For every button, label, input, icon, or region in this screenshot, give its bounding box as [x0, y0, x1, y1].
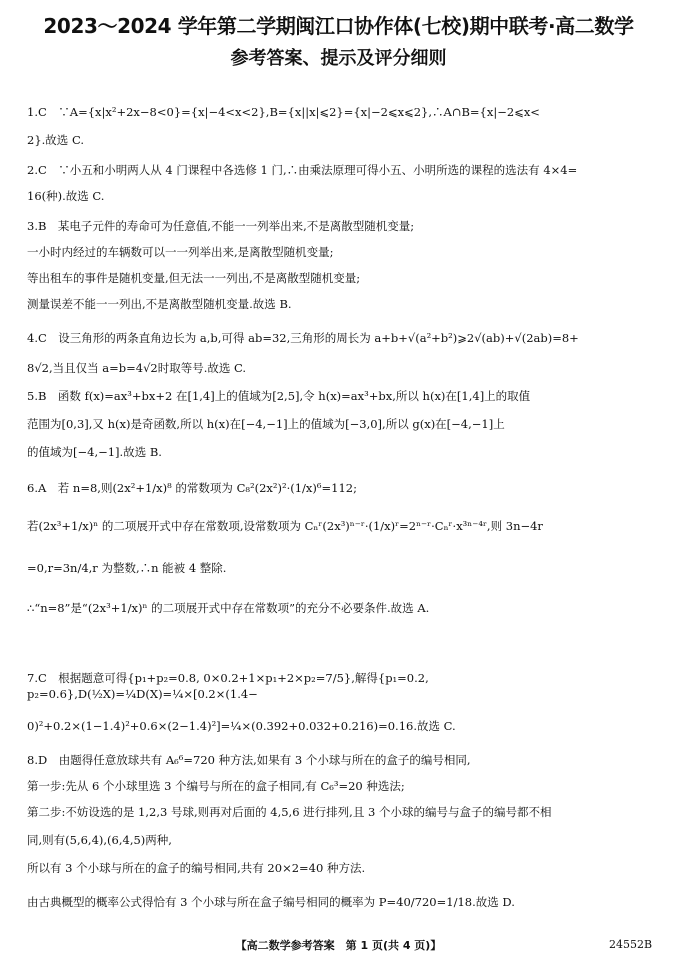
answer-3-line-3: 等出租车的事件是随机变量,但无法一一列出,不是离散型随机变量; [27, 271, 361, 285]
answer-6-line-1: 6.A 若 n=8,则(2x²+1/x)⁸ 的常数项为 C₈²(2x²)²·(1/x)⁶=112; [27, 481, 357, 495]
page-title: 2023～2024 学年第二学期闽江口协作体(七校)期中联考·高二数学 [43, 14, 634, 38]
answer-8-line-3: 第二步:不妨设选的是 1,2,3 号球,则再对后面的 4,5,6 进行排列,且 3 个小球的编号与盒子的编号都不相 [27, 805, 552, 819]
answer-8-line-4: 同,则有(5,6,4),(6,4,5)两种, [27, 833, 172, 847]
answer-5-line-2: 范围为[0,3],又 h(x)是奇函数,所以 h(x)在[−4,−1]上的值域为[−3,0],所以 g(x)在[−4,−1]上 [27, 417, 505, 431]
answer-4-line-1: 4.C 设三角形的两条直角边长为 a,b,可得 ab=32,三角形的周长为 a+b+√(a²+b²)⩾2√(ab)+√(2ab)=8+ [27, 331, 579, 345]
answer-6-line-3: =0,r=3n/4,r 为整数,∴n 能被 4 整除. [27, 561, 227, 575]
answer-2-line-2: 16(种).故选 C. [27, 189, 105, 203]
answer-5-line-3: 的值域为[−4,−1].故选 B. [27, 445, 162, 459]
answer-8-line-5: 所以有 3 个小球与所在的盒子的编号相同,共有 20×2=40 种方法. [27, 861, 366, 875]
answer-1-line-1: 1.C ∵A={x|x²+2x−8<0}={x|−4<x<2},B={x||x|⩽2}={x|−2⩽x⩽2},∴A∩B={x|−2⩽x< [27, 105, 540, 119]
answer-8-line-1: 8.D 由题得任意放球共有 A₆⁶=720 种方法,如果有 3 个小球与所在的盒子的编号相同, [27, 753, 471, 767]
answer-2-line-1: 2.C ∵小五和小明两人从 4 门课程中各选修 1 门,∴由乘法原理可得小五、小明所选的课程的选法有 4×4= [27, 163, 578, 177]
answer-1-line-2: 2}.故选 C. [27, 133, 84, 147]
answer-3-line-4: 测量误差不能一一列出,不是离散型随机变量.故选 B. [27, 297, 292, 311]
answer-3-line-2: 一小时内经过的车辆数可以一一列举出来,是离散型随机变量; [27, 245, 334, 259]
answer-7-line-2: 0)²+0.2×(1−1.4)²+0.6×(2−1.4)²]=¼×(0.392+0.032+0.216)=0.16.故选 C. [27, 719, 456, 733]
page-subtitle: 参考答案、提示及评分细则 [230, 48, 447, 69]
answer-7-line-1: 7.C 根据题意可得{p₁+p₂=0.8, 0×0.2+1×p₁+2×p₂=7/5},解得{p₁=0.2, p₂=0.6},D(½X)=¼D(X)=¼×[0.2×(1.4− [27, 671, 429, 701]
answer-3-line-1: 3.B 某电子元件的寿命可为任意值,不能一一列举出来,不是离散型随机变量; [27, 219, 415, 233]
answer-6-line-4: ∴“n=8”是“(2x³+1/x)ⁿ 的二项展开式中存在常数项”的充分不必要条件.故选 A. [27, 601, 430, 615]
page-footer: 【高二数学参考答案 第 1 页(共 4 页)】 [235, 939, 442, 952]
document-code: 24552B [609, 938, 653, 951]
answer-6-line-2: 若(2x³+1/x)ⁿ 的二项展开式中存在常数项,设常数项为 Cₙʳ(2x³)ⁿ⁻ʳ·(1/x)ʳ=2ⁿ⁻ʳ·Cₙʳ·x³ⁿ⁻⁴ʳ,则 3n−4r [27, 519, 543, 533]
answer-8-line-6: 由古典概型的概率公式得恰有 3 个小球与所在盒子编号相同的概率为 P=40/720=1/18.故选 D. [27, 895, 515, 909]
answer-4-line-2: 8√2,当且仅当 a=b=4√2时取等号.故选 C. [27, 361, 247, 375]
answer-5-line-1: 5.B 函数 f(x)=ax³+bx+2 在[1,4]上的值域为[2,5],令 h(x)=ax³+bx,所以 h(x)在[1,4]上的取值 [27, 389, 531, 403]
answer-8-line-2: 第一步:先从 6 个小球里选 3 个编号与所在的盒子相同,有 C₆³=20 种选法; [27, 779, 405, 793]
